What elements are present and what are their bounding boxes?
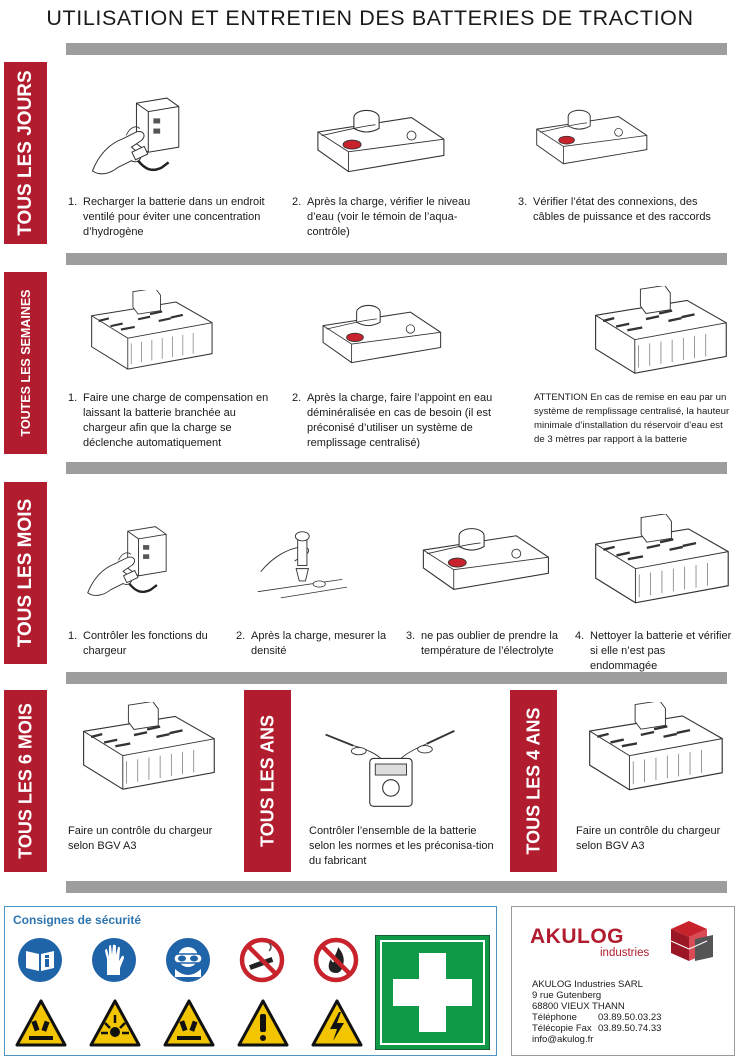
safety-title: Consignes de sécurité	[13, 913, 142, 927]
divider-bar	[66, 672, 727, 684]
illustration-measuring-device	[310, 718, 470, 810]
illustration-battery-cleaning	[590, 514, 732, 612]
phone-label: Téléphone	[532, 1012, 577, 1023]
illustration-water-indicator	[306, 96, 454, 186]
section-tab-yearly	[244, 690, 291, 872]
phone-number: 03.89.50.03.23	[598, 1012, 662, 1023]
illustration-water-top-up	[306, 292, 456, 376]
brand-subtitle: industries	[600, 947, 650, 959]
four-years-text: Faire un contrôle du chargeur selon BGV A3	[576, 825, 721, 852]
corrosive-warning-icon	[15, 999, 67, 1047]
attention-note: ATTENTION En cas de remise en eau par un système de remplissage centralisé, la hauteur minimale d’installation du réservoir d’eau est de 3 mètres par rapport à la batterie	[534, 392, 730, 445]
illustration-charger	[84, 92, 194, 182]
first-aid-icon	[375, 935, 490, 1050]
section-label: TOUS LES JOURS	[14, 70, 36, 236]
section-tab-monthly	[4, 482, 47, 664]
illustration-connections	[532, 96, 650, 178]
illustration-water-tank	[590, 286, 730, 382]
electric-warning-icon	[311, 999, 363, 1047]
goggles-icon	[165, 937, 211, 983]
fax-label: Télécopie Fax	[532, 1023, 592, 1034]
section-label: TOUS LES ANS	[257, 714, 277, 848]
no-smoking-icon	[239, 937, 285, 983]
section-label: TOUS LES 4 ANS	[523, 707, 543, 855]
akulog-logo-icon	[667, 915, 715, 967]
list-item: 4. Nettoyer la batterie et vérifier si elle n’est pas endommagée	[575, 630, 732, 672]
address-city: 68800 VIEUX THANN	[532, 1001, 625, 1012]
illustration-hydrometer	[250, 518, 350, 610]
no-open-flame-icon	[313, 937, 359, 983]
read-manual-icon	[17, 937, 63, 983]
general-warning-icon	[237, 999, 289, 1047]
list-item: 1. Recharger la batterie dans un endroit ventilé pour éviter une concentration d’hydrogène	[68, 196, 265, 238]
corrosive-warning-icon	[163, 999, 215, 1047]
section-tab-six-months	[4, 690, 47, 872]
section-label: TOUTES LES SEMAINES	[18, 289, 33, 437]
divider-bar	[66, 43, 727, 55]
section-label: TOUS LES 6 MOIS	[15, 703, 35, 859]
section-tab-weekly	[4, 272, 47, 454]
divider-bar	[66, 881, 727, 893]
six-months-text: Faire un contrôle du chargeur selon BGV A3	[68, 825, 213, 852]
contact-panel	[511, 906, 735, 1056]
list-item: 3. Vérifier l’état des connexions, des câbles de puissance et des raccords	[518, 196, 711, 223]
illustration-charger-battery	[78, 702, 218, 798]
section-tab-daily	[4, 62, 47, 244]
section-label: TOUS LES MOIS	[14, 498, 36, 648]
list-item: 2. Après la charge, vérifier le niveau d’eau (voir le témoin de l’aqua-contrôle)	[292, 196, 471, 238]
illustration-charging-battery	[86, 290, 216, 376]
safety-panel	[4, 906, 497, 1056]
section-tab-four-years	[510, 690, 557, 872]
brand-name: AKULOG	[530, 925, 624, 948]
yearly-text: Contrôler l’ensemble de la batterie selon les normes et les préconisa-tion du fabricant	[309, 825, 494, 867]
gloves-icon	[91, 937, 137, 983]
explosive-warning-icon	[89, 999, 141, 1047]
list-item: 2. Après la charge, faire l’appoint en eau déminéralisée en cas de besoin (il est préconisé d’utiliser un système de remplissage centralisé)	[292, 392, 493, 449]
illustration-charger-battery	[584, 702, 726, 798]
list-item: 1. Contrôler les fonctions du chargeur	[68, 630, 208, 657]
list-item: 3. ne pas oublier de prendre la température de l’électrolyte	[406, 630, 558, 657]
divider-bar	[66, 253, 727, 265]
fax-number: 03.89.50.74.33	[598, 1023, 662, 1034]
company-name: AKULOG Industries SARL	[532, 979, 643, 990]
list-item: 2. Après la charge, mesurer la densité	[236, 630, 387, 657]
email-link[interactable]: info@akulog.fr	[532, 1034, 594, 1045]
address-street: 9 rue Gutenberg	[532, 990, 602, 1001]
list-item: 1. Faire une charge de compensation en laissant la batterie branchée au chargeur afin que la charge se déclenche automatiquement	[68, 392, 269, 449]
page-title: UTILISATION ET ENTRETIEN DES BATTERIES DE TRACTION	[46, 6, 694, 30]
illustration-charger-check	[80, 512, 180, 612]
divider-bar	[66, 462, 727, 474]
illustration-thermometer	[418, 514, 552, 604]
